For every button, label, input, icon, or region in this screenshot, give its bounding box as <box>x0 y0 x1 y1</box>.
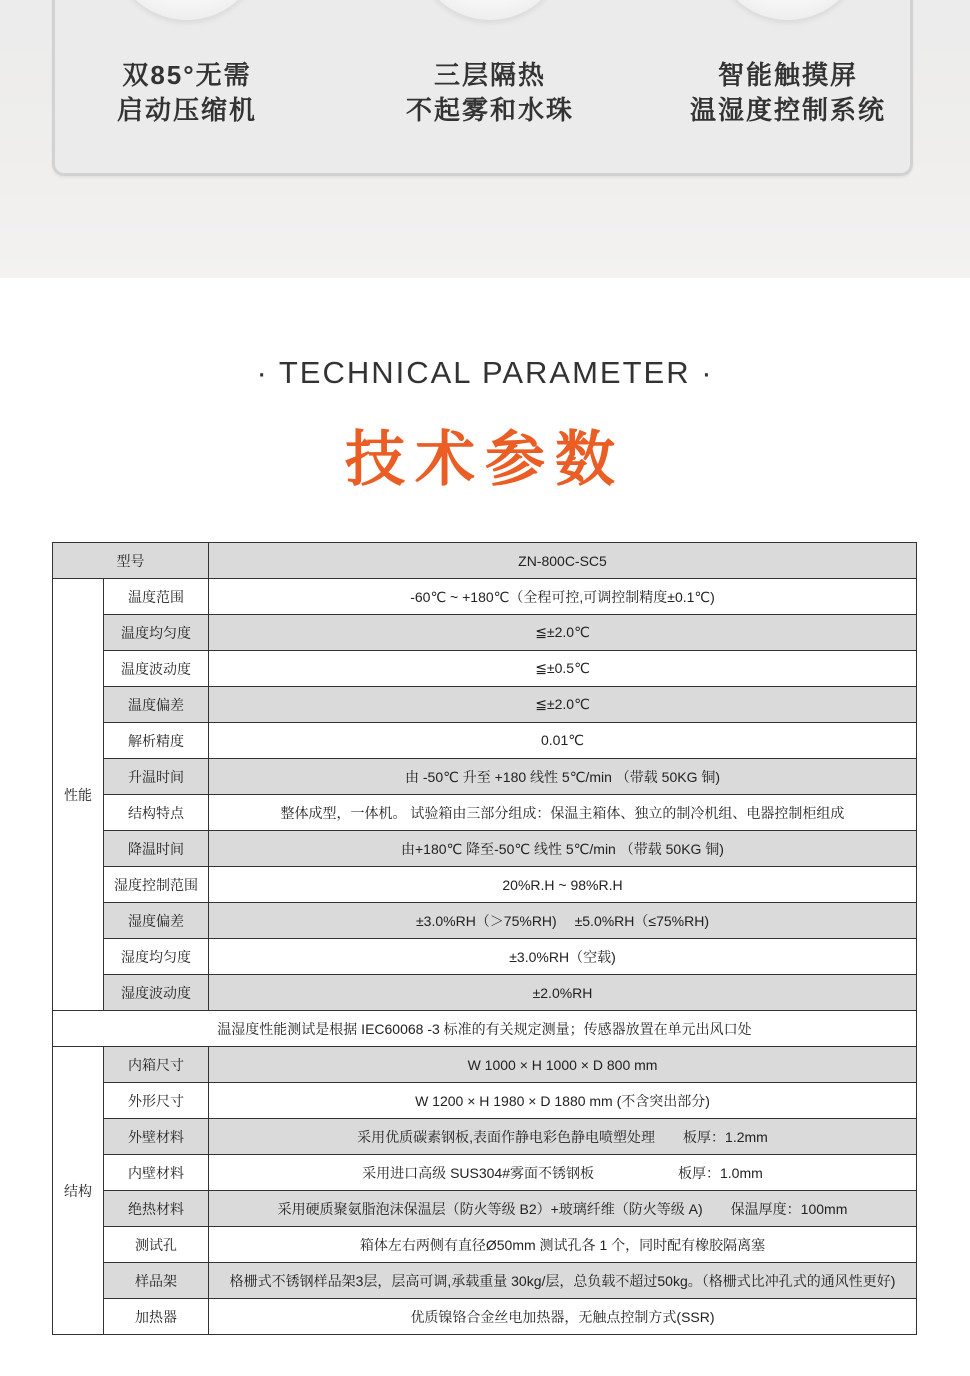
param-label: 内壁材料 <box>104 1155 209 1191</box>
section-subtitle: · TECHNICAL PARAMETER · <box>256 355 714 390</box>
param-label: 测试孔 <box>104 1227 209 1263</box>
param-value: ≦±2.0℃ <box>209 687 917 723</box>
section-title: 技术参数 <box>345 426 625 493</box>
table-row <box>53 1191 917 1227</box>
param-value: ≦±2.0℃ <box>209 615 917 651</box>
table-row <box>53 651 917 687</box>
structure-group-label: 结构 <box>53 1047 104 1335</box>
table-row <box>53 795 917 831</box>
feature-subtitle: 温湿度控制系统 <box>689 95 886 125</box>
feature-icon-circle <box>112 0 262 20</box>
param-value: 0.01℃ <box>209 723 917 759</box>
table-row <box>53 1083 917 1119</box>
param-value: 由+180℃ 降至-50℃ 线性 5℃/min （带载 50KG 铜) <box>209 831 917 867</box>
param-value: 箱体左右两侧有直径Ø50mm 测试孔各 1 个，同时配有橡胶隔离塞 <box>209 1227 917 1263</box>
features-section <box>0 0 970 278</box>
table-row <box>53 1047 917 1083</box>
feature-insulation <box>360 0 620 176</box>
table-row <box>53 1119 917 1155</box>
param-value: 采用优质碳素钢板,表面作静电彩色静电喷塑处理 板厚：1.2mm <box>209 1119 917 1155</box>
param-label: 外壁材料 <box>104 1119 209 1155</box>
param-label: 降温时间 <box>104 831 209 867</box>
feature-title: 三层隔热 <box>433 60 546 90</box>
param-label: 升温时间 <box>104 759 209 795</box>
param-label: 绝热材料 <box>104 1191 209 1227</box>
param-label: 湿度均匀度 <box>104 939 209 975</box>
table-row <box>53 615 917 651</box>
feature-title: 智能触摸屏 <box>717 60 858 90</box>
feature-icon-circle <box>713 0 863 20</box>
param-label: 结构特点 <box>104 795 209 831</box>
param-value: 采用进口高级 SUS304#雾面不锈钢板 板厚：1.0mm <box>209 1155 917 1191</box>
model-value: ZN-800C-SC5 <box>209 543 917 579</box>
table-row <box>53 759 917 795</box>
table-row <box>53 1227 917 1263</box>
feature-touchscreen <box>658 0 918 176</box>
param-value: 采用硬质聚氨脂泡沫保温层（防火等级 B2）+玻璃纤维（防火等级 A) 保温厚度：100mm <box>209 1191 917 1227</box>
parameters-table <box>52 542 917 1335</box>
feature-subtitle: 启动压缩机 <box>116 95 257 125</box>
param-value: 格栅式不锈钢样品架3层，层高可调,承载重量 30kg/层，总负载不超过50kg。（格栅式比冲孔式的通风性更好) <box>209 1263 917 1299</box>
param-label: 样品架 <box>104 1263 209 1299</box>
param-value: 由 -50℃ 升至 +180 线性 5℃/min （带载 50KG 铜) <box>209 759 917 795</box>
param-label: 解析精度 <box>104 723 209 759</box>
param-value: 20%R.H ~ 98%R.H <box>209 867 917 903</box>
feature-subtitle: 不起雾和水珠 <box>405 95 574 125</box>
param-value: ±3.0%RH（＞75%RH) ±5.0%RH（≤75%RH) <box>209 903 917 939</box>
param-label: 湿度控制范围 <box>104 867 209 903</box>
test-standard-note: 温湿度性能测试是根据 IEC60068 -3 标准的有关规定测量；传感器放置在单元出风口处 <box>53 1011 917 1047</box>
param-value: W 1200 × H 1980 × D 1880 mm (不含突出部分) <box>209 1083 917 1119</box>
param-value: ±3.0%RH（空载) <box>209 939 917 975</box>
param-label: 湿度波动度 <box>104 975 209 1011</box>
param-label: 温度范围 <box>104 579 209 615</box>
table-row <box>53 831 917 867</box>
table-row <box>53 975 917 1011</box>
table-row <box>53 579 917 615</box>
param-label: 加热器 <box>104 1299 209 1335</box>
param-value: 优质镍铬合金丝电加热器，无触点控制方式(SSR) <box>209 1299 917 1335</box>
table-row-note <box>53 1011 917 1047</box>
table-row <box>53 903 917 939</box>
table-row <box>53 1263 917 1299</box>
performance-group-label: 性能 <box>53 579 104 1011</box>
param-value: W 1000 × H 1000 × D 800 mm <box>209 1047 917 1083</box>
feature-title: 双85°无需 <box>122 60 252 90</box>
param-value: -60℃ ~ +180℃（全程可控,可调控制精度±0.1℃) <box>209 579 917 615</box>
table-row <box>53 867 917 903</box>
table-row <box>53 939 917 975</box>
param-label: 温度偏差 <box>104 687 209 723</box>
param-label: 内箱尺寸 <box>104 1047 209 1083</box>
model-label: 型号 <box>53 543 209 579</box>
param-value: ≦±0.5℃ <box>209 651 917 687</box>
table-row <box>53 1299 917 1335</box>
param-label: 温度波动度 <box>104 651 209 687</box>
param-value: ±2.0%RH <box>209 975 917 1011</box>
param-value: 整体成型，一体机。 试验箱由三部分组成：保温主箱体、独立的制冷机组、电器控制柜组成 <box>209 795 917 831</box>
param-label: 温度均匀度 <box>104 615 209 651</box>
table-row <box>53 723 917 759</box>
feature-compressor <box>57 0 317 176</box>
table-row <box>53 687 917 723</box>
features-card <box>52 0 913 176</box>
param-label: 外形尺寸 <box>104 1083 209 1119</box>
table-row-model <box>53 543 917 579</box>
param-label: 湿度偏差 <box>104 903 209 939</box>
table-row <box>53 1155 917 1191</box>
feature-icon-circle <box>415 0 565 20</box>
